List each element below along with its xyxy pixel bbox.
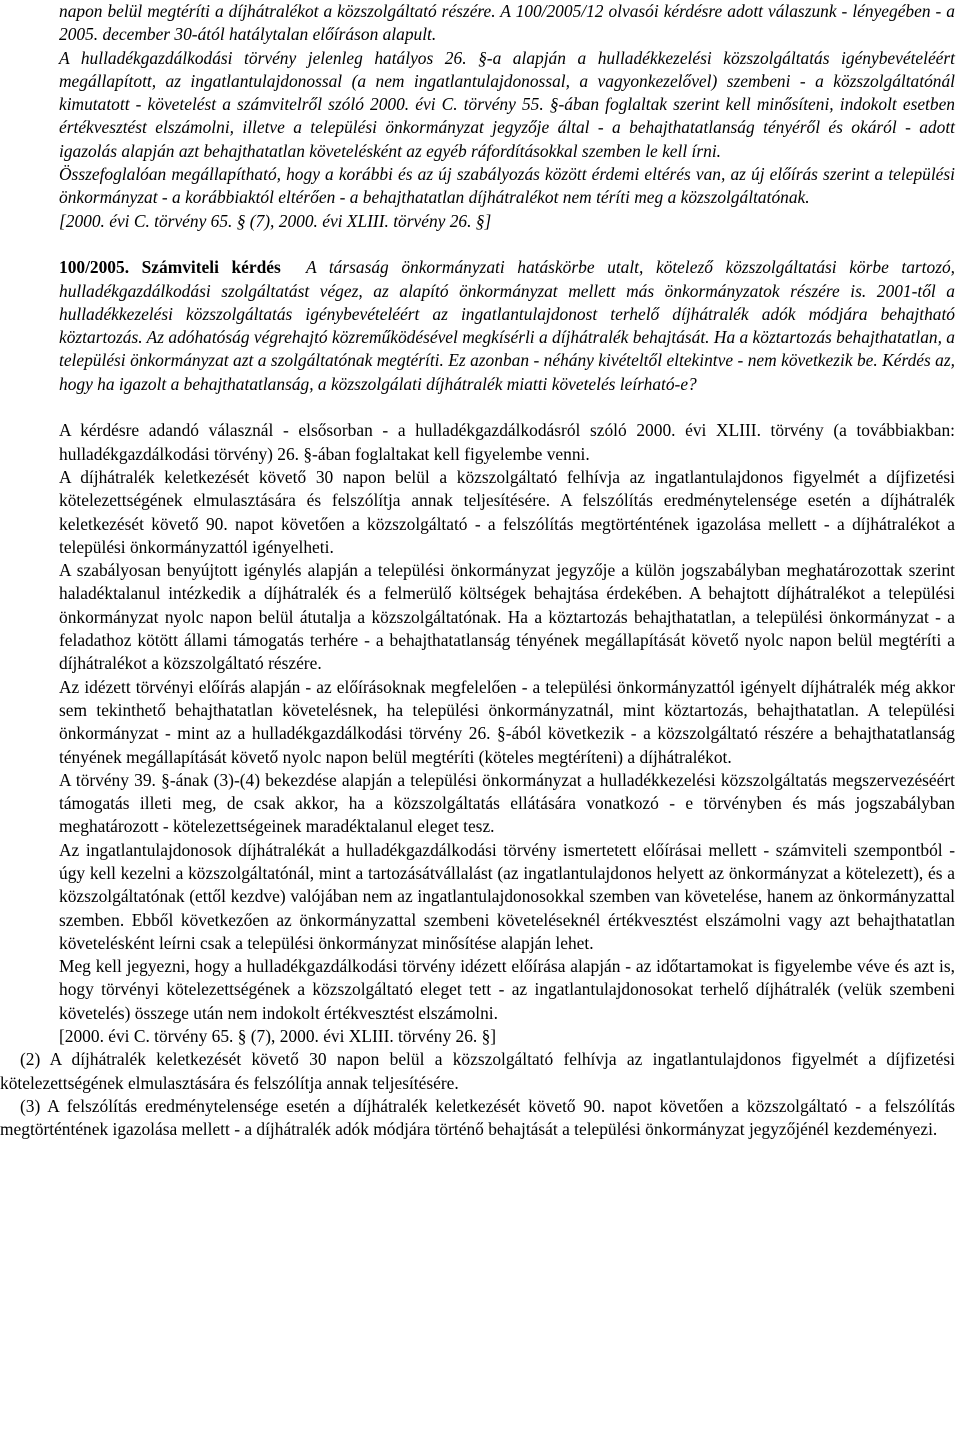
legal-reference: [2000. évi C. törvény 65. § (7), 2000. évi XLIII. törvény 26. §] — [59, 1026, 497, 1047]
answer-section — [0, 419, 960, 1048]
paragraph: napon belül megtéríti a díjhátralékot a közszolgáltató részére. A 100/2005/12 olvasói kérdésre adott válaszunk - lényegében - a 2005. december 30-ától hatálytalan előíráson alapult. — [59, 1, 955, 45]
paragraph: Meg kell jegyezni, hogy a hulladékgazdálkodási törvény idézett előírása alapján - az időtartamokat is figyelembe véve és azt is, hogy törvényi kötelezettségének a közszolgáltató eleget tett - az ingatlantulajdonosokat terhelő díjhátralék (velük szembeni követelés) összege után nem indokolt értékvesztést elszámolni. — [59, 956, 955, 1023]
law-excerpt-section — [0, 1048, 960, 1141]
question-paragraph — [59, 256, 955, 396]
prior-answer-section — [0, 0, 960, 233]
paragraph: A kérdésre adandó válasznál - elsősorban - a hulladékgazdálkodásról szóló 2000. évi XLIII. törvény (a továbbiakban: hulladékgazdálkodási törvény) 26. §-ában foglaltakat kell figyelembe venni. — [59, 420, 955, 464]
paragraph: Összefoglalóan megállapítható, hogy a korábbi és az új szabályozás között érdemi eltérés van, az új előírás szerint a települési önkormányzat - a korábbiaktól eltérően - a behajthatatlan díjhátralékot nem téríti meg a közszolgáltatónak. — [59, 164, 955, 208]
paragraph: A díjhátralék keletkezését követő 30 napon belül a közszolgáltató felhívja az ingatlantulajdonos figyelmét a díjfizetési kötelezettségének elmulasztására és felszólítja annak teljesítésére. A felszólítás eredménytelensége esetén a díjhátralék keletkezését követő 90. napot követően a közszolgáltató - a felszólítás megtörténtének igazolása mellett - a díjhátralékot a települési önkormányzattól igényelheti. — [59, 466, 955, 557]
question-number: 100/2005. — [59, 257, 130, 278]
law-paragraph: (2) A díjhátralék keletkezését követő 30 napon belül a közszolgáltató felhívja az ingatlantulajdonos figyelmét a díjfizetési kötelezettségének elmulasztására és felszólítja annak teljesítésére. — [0, 1049, 955, 1093]
paragraph: A hulladékgazdálkodási törvény jelenleg hatályos 26. §-a alapján a hulladékkezelési közszolgáltatás igénybevételéért megállapított, az ingatlantulajdonossal (a nem ingatlantulajdonossal, a vagyonkezelővel) szembeni - a közszolgáltatónál kimutatott - követelést a számvitelről szóló 2000. évi C. törvény 55. §-ában foglaltak szerint kell minősíteni, indokolt esetben értékvesztést elszámolni, illetve a települési önkormányzat jegyzője által - a behajthatatlanság tényéről és okáról - adott igazolás alapján azt behajthatatlan követelésként az egyéb ráfordításokkal szemben le kell írni. — [59, 47, 955, 161]
law-paragraph: (3) A felszólítás eredménytelensége esetén a díjhátralék keletkezését követő 90. napot követően a közszolgáltató - a felszólítás megtörténtének igazolása mellett - a díjhátralék adók módjára történő behajtását a települési önkormányzat jegyzőjénél kezdeményezi. — [0, 1095, 955, 1140]
paragraph: A törvény 39. §-ának (3)-(4) bekezdése alapján a települési önkormányzat a hulladékkezelési közszolgáltatás megszervezéséért támogatás illeti meg, de csak akkor, ha a közszolgáltatás ellátására vonatkozó - e törvényben és más jogszabályban meghatározott - kötelezettségeinek maradéktalanul eleget tesz. — [59, 769, 955, 837]
legal-reference: [2000. évi C. törvény 65. § (7), 2000. évi XLIII. törvény 26. §] — [59, 210, 492, 231]
question-section — [0, 256, 960, 396]
question-label: Számviteli kérdés — [141, 257, 281, 278]
question-text: A társaság önkormányzati hatáskörbe utalt, kötelező közszolgáltatási körbe tartozó, hulladékgazdálkodási szolgáltatást végez, az alapító önkormányzat mellett más önkormányzatok részére is. 2001-től a hulladékkezelési közszolgáltatás igénybevételéért az ingatlantulajdonost terhelő díjhátralék adók módjára behajtható köztartozás. Az adóhatóság végrehajtó közreműködésével megkísérli a díjhátralék behajtását. Ha a köztartozás behajthatatlan, a települési önkormányzat azt a szolgáltatónak megtéríti. Ez azonban - néhány kivételtől eltekintve - nem következik be. Kérdés az, hogy ha igazolt a behajthatatlanság, a közszolgálati díjhátralék miatti követelés leírható-e? — [59, 257, 956, 394]
paragraph: A szabályosan benyújtott igénylés alapján a települési önkormányzat jegyzője a külön jogszabályban meghatározottak szerint haladéktalanul intézkedik a díjhátralék és a felmerülő költségek behajtása érdekében. A behajtott díjhátralékot a települési önkormányzat nyolc napon belül átutalja a közszolgáltatónak. Ha a köztartozás behajthatatlan, a települési önkormányzat - a feladathoz kötött állami támogatás terhére - a behajthatatlanság tényének megállapítását követő nyolc napon belül megtéríti a díjhátralékot a közszolgáltató részére. — [59, 560, 955, 674]
paragraph: Az ingatlantulajdonosok díjhátralékát a hulladékgazdálkodási törvény ismertetett előírásai mellett - számviteli szempontból - úgy kell kezelni a közszolgáltatónál, mint a tartozásátvállalást (az ingatlantulajdonos helyett az önkormányzat a kötelezett), és a közszolgáltatónak (ettől kezdve) valójában nem az ingatlantulajdonosokkal szemben van követelése, hanem az önkormányzattal szemben. Ebből következően az önkormányzattal szembeni követeléseknél értékvesztést elszámolni vagy azt behajthatatlan követelésként leírni csak a települési önkormányzat minősítése alapján lehet. — [59, 839, 955, 953]
paragraph: Az idézett törvényi előírás alapján - az előírásoknak megfelelően - a települési önkormányzattól igényelt díjhátralék még akkor sem tekinthető behajthatatlan követelésnek, ha települési önkormányzatnál, mint köztartozás, behajthatatlan. A települési önkormányzat - mint az a hulladékgazdálkodási törvény 26. §-ából következik - a közszolgáltató részére a behajthatatlanság tényének megállapítását követő nyolc napon belül megtéríti (köteles megtéríteni) a díjhátralékot. — [59, 676, 955, 767]
